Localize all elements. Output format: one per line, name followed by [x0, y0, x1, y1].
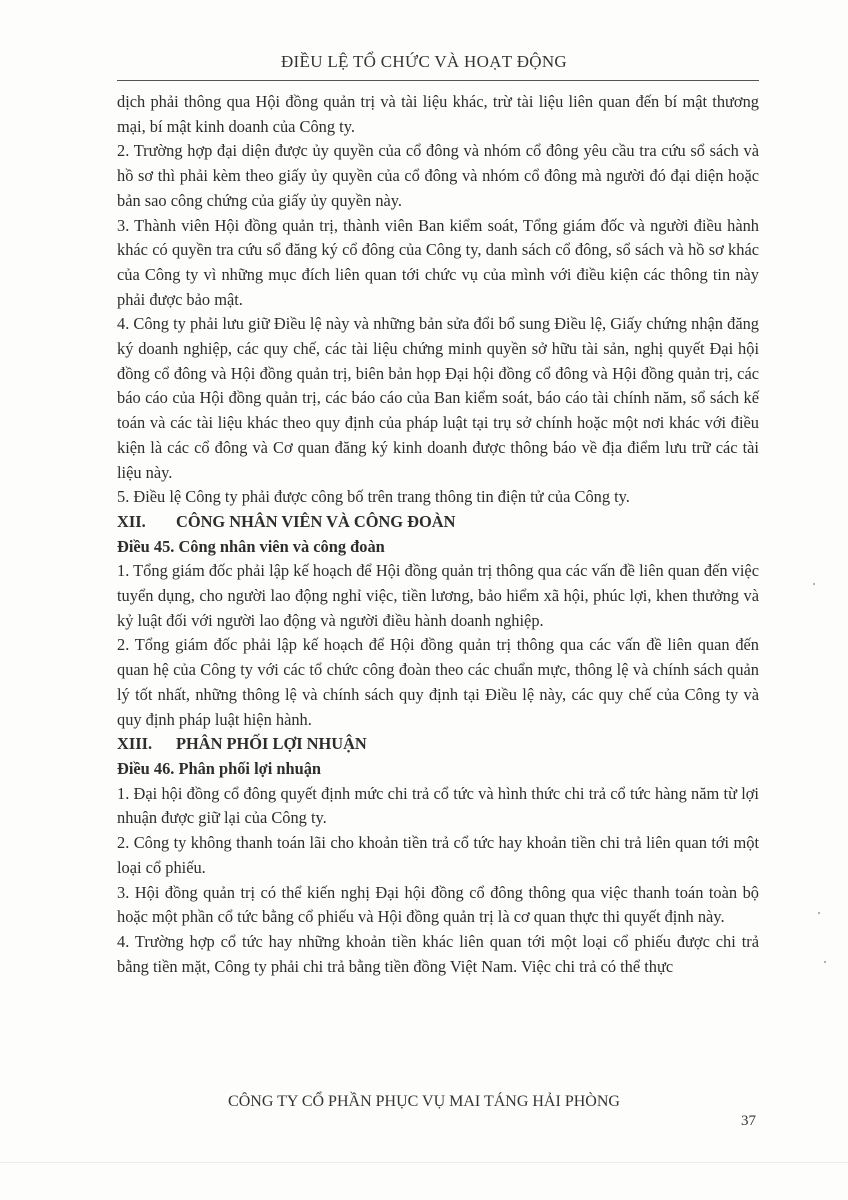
section-title: PHÂN PHỐI LỢI NHUẬN	[176, 734, 367, 754]
paragraph-continuation: dịch phải thông qua Hội đồng quản trị và tài liệu khác, trừ tài liệu liên quan đến bí mật thương mại, bí mật kinh doanh của Công ty.	[117, 92, 759, 136]
section-number: XII.	[117, 511, 146, 531]
article-46-clause-3: 3. Hội đồng quản trị có thể kiến nghị Đại hội đồng cổ đông thông qua việc thanh toán toàn bộ hoặc một phần cổ tức bằng cổ phiếu và Hội đồng quản trị là cơ quan thực thi quyết định này.	[117, 882, 759, 927]
article-46-clause-1: 1. Đại hội đồng cổ đông quyết định mức chi trả cổ tức và hình thức chi trả cổ tức hàng năm từ lợi nhuận được giữ lại của Công ty.	[117, 783, 759, 828]
article-heading-46: Điều 46. Phân phối lợi nhuận	[117, 758, 322, 778]
article-heading-45: Điều 45. Công nhân viên và công đoàn	[117, 536, 385, 556]
section-heading-xii	[117, 510, 759, 535]
scan-speck	[824, 961, 826, 963]
section-number: XIII.	[117, 734, 153, 754]
scan-speck	[813, 583, 815, 585]
article-45-clause-2: 2. Tổng giám đốc phải lập kế hoạch để Hội đồng quản trị thông qua các vấn đề liên quan đến quan hệ của Công ty với các tổ chức công đoàn theo các chuẩn mực, thông lệ và chính sách quản lý tốt nhất, những thông lệ và chính sách quy định tại Điều lệ này, các quy chế của Công ty và quy định pháp luật hiện hành.	[117, 635, 759, 729]
article-46-clause-2: 2. Công ty không thanh toán lãi cho khoản tiền trả cổ tức hay khoản tiền chi trả liên quan tới một loại cổ phiếu.	[117, 833, 759, 877]
page-number: 37	[741, 1113, 756, 1129]
scan-edge	[0, 1162, 848, 1163]
header-divider	[117, 80, 759, 81]
paragraph-clause-4: 4. Công ty phải lưu giữ Điều lệ này và những bản sửa đổi bổ sung Điều lệ, Giấy chứng nhận đăng ký doanh nghiệp, các quy chế, các tài liệu chứng minh quyền sở hữu tài sản, nghị quyết Đại hội đồng cổ đông và Hội đồng quản trị, biên bản họp Đại hội đồng cổ đông và Hội đồng quản trị, các báo cáo của Hội đồng quản trị, các báo cáo của Ban kiểm soát, báo cáo tài chính năm, sổ sách kế toán và các tài liệu khác theo quy định của pháp luật tại trụ sở chính hoặc một nơi khác với điều kiện là các cổ đông và Cơ quan đăng ký kinh doanh được thông báo về địa điểm lưu trữ các tài liệu này.	[117, 314, 759, 482]
article-45-clause-1: 1. Tổng giám đốc phải lập kế hoạch để Hội đồng quản trị thông qua các vấn đề liên quan đến việc tuyển dụng, cho người lao động nghỉ việc, tiền lương, bảo hiểm xã hội, phúc lợi, khen thưởng và kỷ luật đối với người lao động và người điều hành doanh nghiệp.	[117, 561, 759, 630]
page-footer: CÔNG TY CỔ PHẦN PHỤC VỤ MAI TÁNG HẢI PHÒNG	[228, 1093, 620, 1110]
section-heading-xiii	[117, 732, 759, 757]
paragraph-clause-2: 2. Trường hợp đại diện được ủy quyền của cổ đông và nhóm cổ đông yêu cầu tra cứu sổ sách và hồ sơ thì phải kèm theo giấy ủy quyền của cổ đông và nhóm cổ đông mà người đó đại diện hoặc bản sao công chứng của giấy ủy quyền này.	[117, 141, 759, 210]
page-header: ĐIỀU LỆ TỔ CHỨC VÀ HOẠT ĐỘNG	[280, 52, 568, 71]
paragraph-clause-3: 3. Thành viên Hội đồng quản trị, thành viên Ban kiểm soát, Tổng giám đốc và người điều hành khác có quyền tra cứu sổ đăng ký cổ đông của Công ty, danh sách cổ đông, sổ sách và hồ sơ khác của Công ty vì những mục đích liên quan tới chức vụ của mình với điều kiện các thông tin này phải được bảo mật.	[117, 215, 759, 309]
article-46-clause-4: 4. Trường hợp cổ tức hay những khoản tiền khác liên quan tới một loại cổ phiếu được chi trả bằng tiền mặt, Công ty phải chi trả bằng tiền đồng Việt Nam. Việc chi trả có thể thực	[117, 931, 759, 976]
scan-speck	[818, 912, 820, 914]
section-title: CÔNG NHÂN VIÊN VÀ CÔNG ĐOÀN	[176, 511, 456, 531]
paragraph-clause-5: 5. Điều lệ Công ty phải được công bố trên trang thông tin điện tử của Công ty.	[117, 487, 630, 507]
page-body	[117, 90, 759, 979]
